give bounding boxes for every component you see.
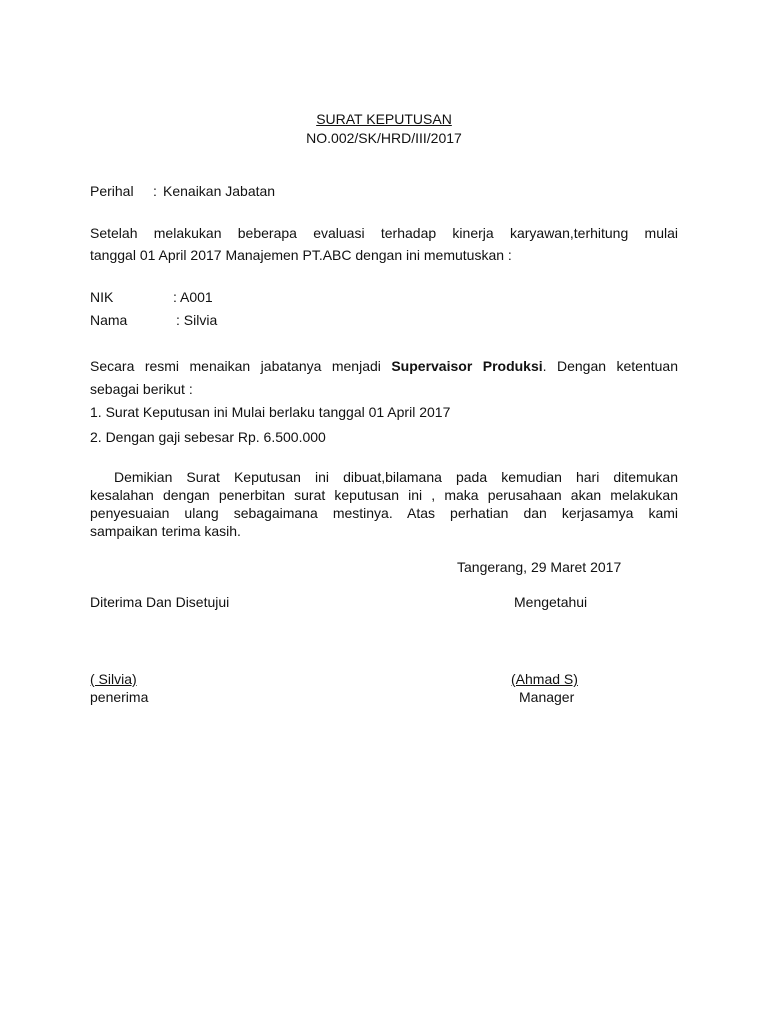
left-signature-heading: Diterima Dan Disetujui [90,594,230,610]
name-label: Nama [90,312,128,328]
name-value: : Silvia [176,312,218,328]
decision-line-2: sebagai berikut : [90,381,193,397]
decision-item-2: 2. Dengan gaji sebesar Rp. 6.500.000 [90,429,326,445]
place-date: Tangerang, 29 Maret 2017 [457,559,622,575]
right-signatory-name: (Ahmad S) [511,671,578,687]
decision-line-1 [90,358,678,374]
closing-line-4: sampaikan terima kasih. [90,523,241,539]
intro-line-1: Setelah melakukan beberapa evaluasi terhadap kinerja karyawan,terhitung mulai [90,225,678,241]
closing-line-2: kesalahan dengan penerbitan surat keputusan ini , maka perusahaan akan melakukan [90,487,678,503]
intro-line-2: tanggal 01 April 2017 Manajemen PT.ABC dengan ini memutuskan : [90,247,512,263]
decision-pre: Secara resmi menaikan jabatanya menjadi [90,358,381,374]
decision-position: Supervaisor Produksi [391,358,543,374]
decision-post: . Dengan ketentuan [542,358,678,374]
decision-item-1: 1. Surat Keputusan ini Mulai berlaku tanggal 01 April 2017 [90,404,451,420]
letter-number: NO.002/SK/HRD/III/2017 [306,130,462,146]
left-signatory-name: ( Silvia) [90,671,137,687]
subject-separator: : [153,183,157,199]
left-signatory-role: penerima [90,689,149,705]
right-signatory-role: Manager [519,689,575,705]
closing-line-1: Demikian Surat Keputusan ini dibuat,bilamana pada kemudian hari ditemukan [114,469,678,485]
subject-value: Kenaikan Jabatan [163,183,276,199]
letter-title: SURAT KEPUTUSAN [316,111,452,127]
nik-value: : A001 [173,289,213,305]
closing-line-3: penyesuaian ulang sebagaimana mestinya. Atas perhatian dan kerjasamya kami [90,505,678,521]
nik-label: NIK [90,289,114,305]
subject-label: Perihal [90,183,134,199]
right-signature-heading: Mengetahui [514,594,588,610]
